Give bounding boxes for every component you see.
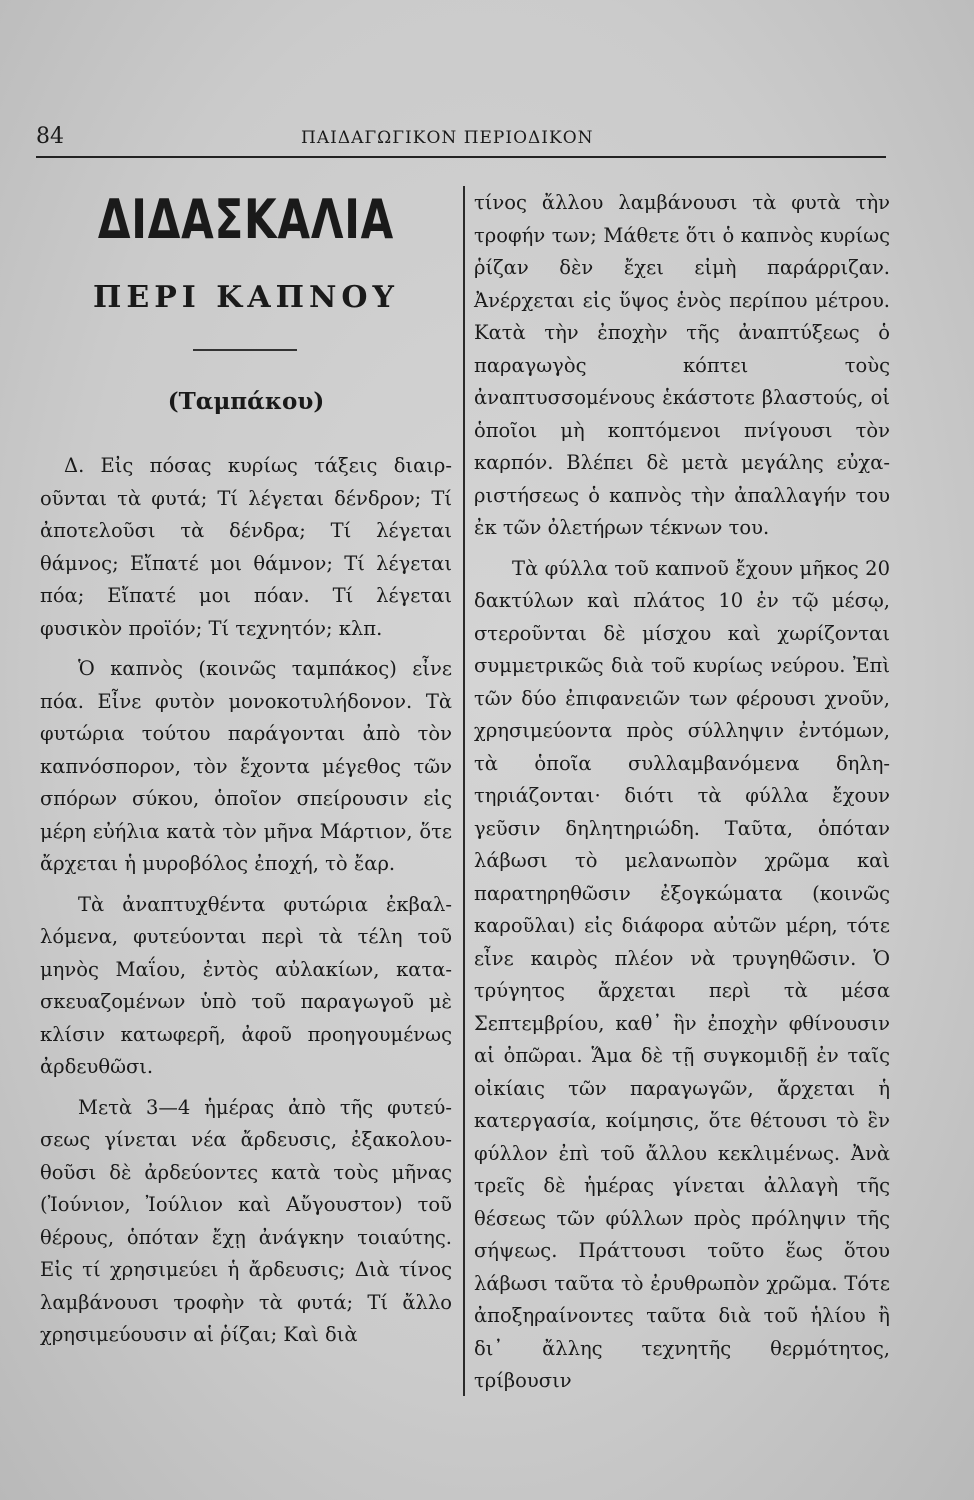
article-title: ΠΕΡΙ ΚΑΠΝΟΥ (93, 280, 399, 315)
right-column (474, 187, 890, 1398)
header-divider (36, 156, 886, 158)
page-number: 84 (36, 124, 64, 149)
paragraph: Ὁ καπνὸς (κοινῶς ταμπάκος) εἶνε πόα. Εἶνε φυτὸν μονοκοτυλήδονον. Τὰ φυτώρια τούτου παράγονται ἀπὸ τὸν καπνόσπορον, τὸν ἔχοντα μέγεθος τῶν σπόρων σύκου, ὁποῖον σπείρουσιν εἰς μέρη εὐήλια κατὰ τὸν μῆνα Μάρτιον, ὅτε ἄρχεται ἡ μυροβόλος ἐποχή, τὸ ἔαρ. (40, 657, 452, 875)
article-subtitle: (Ταμπάκου) (167, 388, 325, 415)
paragraph: Τὰ φύλλα τοῦ καπνοῦ ἔχουν μῆκος 20 δακτύλων καὶ πλάτος 10 ἐν τῷ μέσῳ, στεροῦνται δὲ μίσχου καὶ χωρίζονται συμμετρικῶς διὰ τοῦ κυρίως νεύρου. Ἐπὶ τῶν δύο ἐπιφανειῶν των φέρουσι χνοῦν, χρησιμεύοντα πρὸς σύλληψιν ἐντόμων, τὰ ὁποῖα συλλαμβανόμενα δηλητηριάζονται· διότι τὰ φύλλα ἔχουν γεῦσιν δηλητηριώδη. Ταῦτα, ὁπόταν λάβωσι τὸ μελανωπὸν χρῶμα καὶ παρατηρηθῶσιν ἐξογκώματα (κοινῶς καροῦλαι) εἰς διάφορα αὐτῶν μέρη, τότε εἶνε καιρὸς πλέον νὰ τρυγηθῶσιν. Ὁ τρύγητος ἄρχεται περὶ τὰ μέσα Σεπτεμβρίου, καθ᾽ ἣν ἐποχὴν φθίνουσιν αἱ ὀπῶραι. Ἅμα δὲ τῇ συγκομιδῇ ἐν ταῖς οἰκίαις τῶν παραγωγῶν, ἄρχεται ἡ κατεργασία, κοίμησις, ὅτε θέτουσι τὸ ἓν φύλλον ἐπὶ τοῦ ἄλλου κεκλιμένως. Ἀνὰ τρεῖς δὲ ἡμέρας γίνεται ἀλλαγὴ τῆς θέσεως τῶν φύλλων πρὸς πρόληψιν τῆς σήψεως. Πράττουσι τοῦτο ἕως ὅτου λάβωσι ταῦτα τὸ ἐρυθρωπὸν χρῶμα. Τότε ἀποξηραίνοντες ταῦτα διὰ τοῦ ἡλίου ἢ δι᾽ ἄλλης τεχνητῆς θερμότητος, τρίβουσιν (474, 556, 890, 1392)
section-title: ΔΙΔΑΣΚΑΛΙΑ (97, 188, 395, 251)
left-column (40, 450, 452, 1352)
page-header (36, 120, 886, 152)
paragraph: Δ. Εἰς πόσας κυρίως τάξεις διαιροῦνται τὰ φυτά; Τί λέγεται δένδρον; Τί ἀποτελοῦσι τὰ δένδρα; Τί λέγεται θάμνος; Εἴπατέ μοι θάμνον; Τί λέγεται πόα; Εἴπατέ μοι πόαν. Τί λέγεται φυσικὸν προϊόν; Τί τεχνητόν; κλπ. (40, 454, 452, 640)
title-divider (193, 349, 297, 351)
paragraph: Μετὰ 3—4 ἡμέρας ἀπὸ τῆς φυτεύσεως γίνεται νέα ἄρδευσις, ἐξακολουθοῦσι δὲ ἀρδεύοντες κατὰ τοὺς μῆνας (Ἰούνιον, Ἰούλιον καὶ Αὔγουστον) τοῦ θέρους, ὁπόταν ἔχῃ ἀνάγκην τοιαύτης. Εἰς τί χρησιμεύει ἡ ἄρδευσις; Διὰ τίνος λαμβάνουσι τροφὴν τὰ φυτά; Τί ἄλλο χρησιμεύουσιν αἱ ῥίζαι; Καὶ διὰ (40, 1095, 452, 1346)
paragraph: τίνος ἄλλου λαμβάνουσι τὰ φυτὰ τὴν τροφήν των; Μάθετε ὅτι ὁ καπνὸς κυρίως ῥίζαν δὲν ἔχει εἰμὴ παράρριζαν. Ἀνέρχεται εἰς ὕψος ἑνὸς περίπου μέτρου. Κατὰ τὴν ἐποχὴν τῆς ἀναπτύξεως ὁ παραγωγὸς κόπτει τοὺς ἀναπτυσσομένους ἑκάστοτε βλαστούς, οἱ ὁποῖοι μὴ κοπτόμενοι πνίγουσι τὸν καρπόν. Βλέπει δὲ μετὰ μεγάλης εὐχαριστήσεως ὁ καπνὸς τὴν ἀπαλλαγήν του ἐκ τῶν ὀλετήρων τέκνων του. (474, 191, 890, 539)
paragraph: Τὰ ἀναπτυχθέντα φυτώρια ἐκβαλλόμενα, φυτεύονται περὶ τὰ τέλη τοῦ μηνὸς Μαΐου, ἐντὸς αὐλακίων, κατασκευαζομένων ὑπὸ τοῦ παραγωγοῦ μὲ κλίσιν κατωφερῆ, ἀφοῦ προηγουμένως ἀρδευθῶσι. (40, 892, 452, 1078)
running-title: ΠΑΙΔΑΓΩΓΙΚΟΝ ΠΕΡΙΟΔΙΚΟΝ (301, 128, 594, 148)
column-divider (463, 186, 465, 1396)
